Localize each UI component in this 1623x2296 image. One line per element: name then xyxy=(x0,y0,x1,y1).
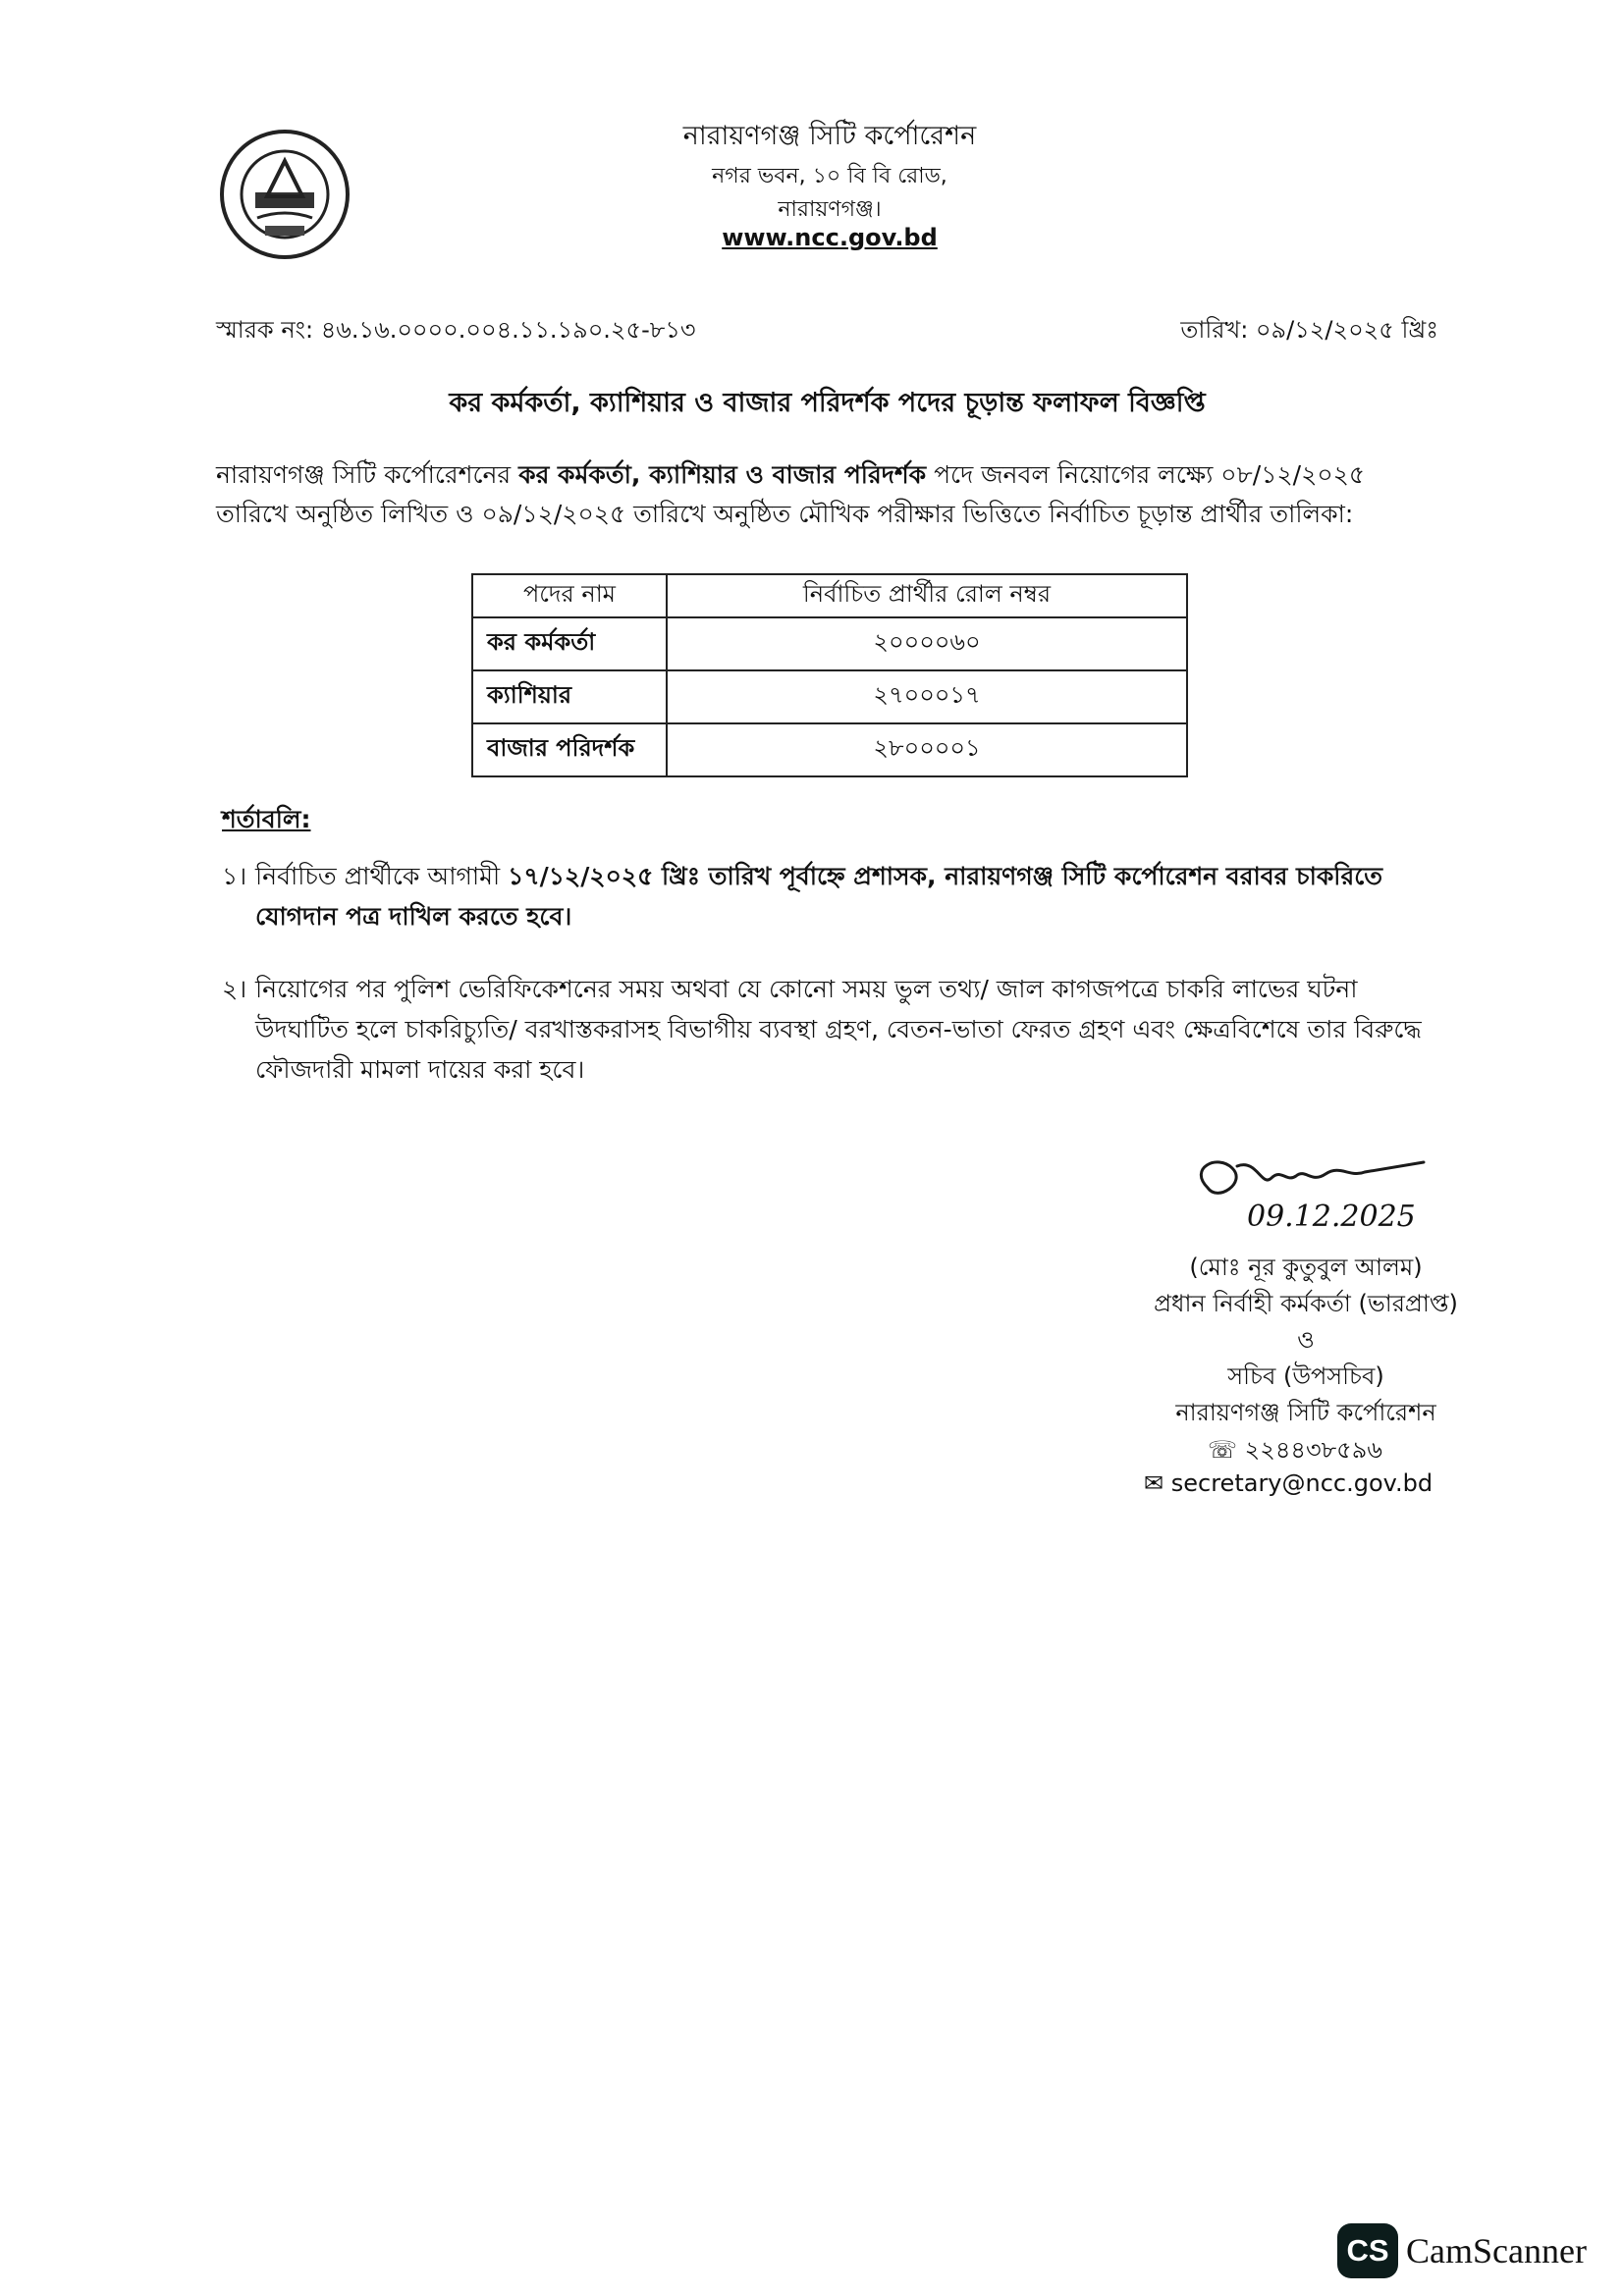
condition-item-1 xyxy=(222,856,1439,936)
phone-line xyxy=(1208,1432,1382,1471)
phone-icon: ☏ xyxy=(1208,1436,1245,1464)
intro-posts-bold: কর কর্মকর্তা, ক্যাশিয়ার ও বাজার পরিদর্শক xyxy=(518,460,927,489)
website-link[interactable]: www.ncc.gov.bd xyxy=(722,224,938,251)
roll-number-cell: ২৭০০০১৭ xyxy=(667,670,1187,723)
intro-text-2: পদে জনবল নিয়োগের লক্ষ্যে ০৮/১২/২০২৫ তারিখে অনুষ্ঠিত লিখিত ও ০৯/১২/২০২৫ তারিখে অনুষ্ঠিত মৌখিক পরীক্ষার ভিত্তিতে নির্বাচিত চূড়ান্ত প্রার্থীর তালিকা: xyxy=(216,460,1366,528)
condition-number: ১। xyxy=(222,862,247,890)
memo-date: তারিখ: ০৯/১২/২০২৫ খ্রিঃ xyxy=(1180,316,1438,344)
memo-number: স্মারক নং: ৪৬.১৬.০০০০.০০৪.১১.১৯০.২৫-৮১৩ xyxy=(216,316,696,344)
address-line-2: নারায়ণগঞ্জ। xyxy=(778,197,882,222)
table-row xyxy=(472,617,1187,670)
intro-text-1: নারায়ণগঞ্জ সিটি কর্পোরেশনের xyxy=(216,460,519,489)
header-roll-number: নির্বাচিত প্রার্থীর রোল নম্বর xyxy=(667,574,1187,617)
post-name-cell: ক্যাশিয়ার xyxy=(472,670,667,723)
post-name-cell: বাজার পরিদর্শক xyxy=(472,723,667,776)
post-name-cell: কর কর্মকর্তা xyxy=(472,617,667,670)
signatory-conjunction: ও xyxy=(1297,1326,1315,1354)
table-row xyxy=(472,723,1187,776)
signatory-designation-1: প্রধান নির্বাহী কর্মকর্তা (ভারপ্রাপ্ত) xyxy=(1154,1290,1458,1317)
phone-number: ২২৪৪৩৮৫৯৬ xyxy=(1244,1436,1382,1464)
intro-paragraph xyxy=(216,455,1438,534)
email-address[interactable]: secretary@ncc.gov.bd xyxy=(1170,1469,1434,1497)
terms-heading: শর্তাবলি: xyxy=(222,805,311,833)
email-icon: ✉ xyxy=(1144,1469,1171,1497)
header-post-name: পদের নাম xyxy=(472,574,667,617)
camscanner-label: CamScanner xyxy=(1406,2231,1587,2270)
signature-date: 09.12.2025 xyxy=(1247,1200,1416,1234)
signatory-org: নারায়ণগঞ্জ সিটি কর্পোরেশন xyxy=(1175,1399,1436,1426)
signatory-name: (মোঃ নূর কুতুবুল আলম) xyxy=(1189,1254,1423,1281)
address-line-1: নগর ভবন, ১০ বি বি রোড, xyxy=(712,164,947,188)
results-table xyxy=(471,573,1188,777)
roll-number-cell: ২০০০০৬০ xyxy=(667,617,1187,670)
handwritten-signature xyxy=(1178,1148,1434,1243)
roll-number-cell: ২৮০০০০১ xyxy=(667,723,1187,776)
signatory-designation-2: সচিব (উপসচিব) xyxy=(1227,1362,1384,1390)
condition-text: নির্বাচিত প্রার্থীকে আগামী xyxy=(255,862,509,890)
condition-number: ২। xyxy=(222,975,247,1003)
org-name: নারায়ণগঞ্জ সিটি কর্পোরেশন xyxy=(682,121,977,151)
email-line xyxy=(1144,1469,1433,1497)
condition-bold-text: ১৭/১২/২০২৫ খ্রিঃ তারিখ পূর্বাহ্নে প্রশাসক, নারায়ণগঞ্জ সিটি কর্পোরেশন বরাবর চাকরিতে যোগদান পত্র দাখিল করতে হবে। xyxy=(255,862,1383,931)
camscanner-logo-icon: CS xyxy=(1337,2223,1398,2278)
condition-item-2 xyxy=(222,969,1439,1090)
condition-text: নিয়োগের পর পুলিশ ভেরিফিকেশনের সময় অথবা যে কোনো সময় ভুল তথ্য/ জাল কাগজপত্রে চাকরি লাভের ঘটনা উদঘাটিত হলে চাকরিচ্যুতি/ বরখাস্তকরাসহ বিভাগীয় ব্যবস্থা গ্রহণ, বেতন-ভাতা ফেরত গ্রহণ এবং ক্ষেত্রবিশেষে তার বিরুদ্ধে ফৌজদারী মামলা দায়ের করা হবে। xyxy=(255,975,1422,1084)
table-row xyxy=(472,670,1187,723)
corporation-seal xyxy=(218,128,352,261)
notice-subject: কর কর্মকর্তা, ক্যাশিয়ার ও বাজার পরিদর্শক পদের চূড়ান্ত ফলাফল বিজ্ঞপ্তি xyxy=(449,388,1206,418)
table-header-row xyxy=(472,574,1187,617)
